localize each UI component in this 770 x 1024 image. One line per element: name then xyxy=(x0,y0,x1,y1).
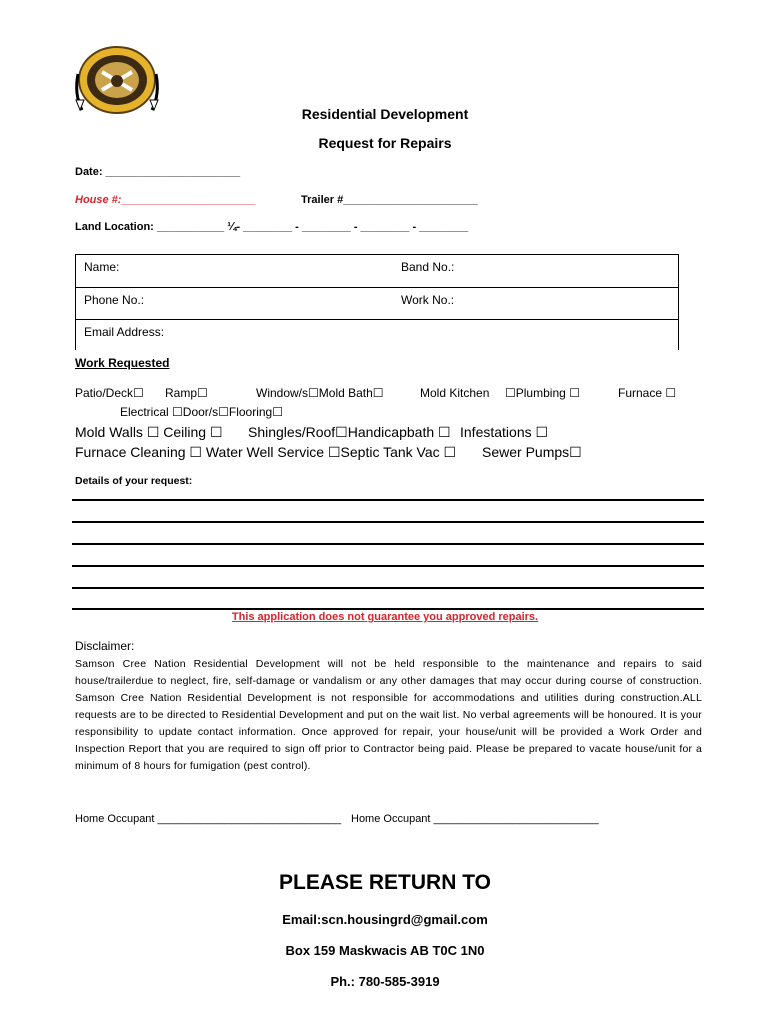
details-line[interactable] xyxy=(72,543,704,545)
details-line[interactable] xyxy=(72,499,704,501)
mold-kitchen-checkbox[interactable]: Mold Kitchen xyxy=(420,386,490,400)
shingles-handicapbath-checkbox[interactable]: Shingles/Roof☐Handicapbath ☐ xyxy=(248,424,451,440)
disclaimer-text: Samson Cree Nation Residential Development will not be held responsible to the maintenance and repairs to said house/trailerdue to neglect, fire, self-damage or vandalism or any other damages that may occur during course of construction. Samson Cree Nation Residential Development is not responsible for accommodations and utilities during construction.ALL requests are to be directed to Residential Development and put on the wait list. No verbal agreements will be honoured. It is your responsibility to update contact information. Once approved for repair, your house/unit will be provided a Work Order and Inspection Report that you are required to sign off prior to Contractor being paid. Please be prepared to vacate house/unit for a minimum of 8 hours for fumigation (pest control). xyxy=(75,658,702,772)
disclaimer-heading: Disclaimer: xyxy=(75,639,135,653)
trailer-number-field[interactable]: Trailer #______________________ xyxy=(301,194,478,206)
details-line[interactable] xyxy=(72,521,704,523)
please-return-heading: PLEASE RETURN TO xyxy=(279,871,491,894)
details-line[interactable] xyxy=(72,587,704,589)
mold-walls-ceiling-checkbox[interactable]: Mold Walls ☐ Ceiling ☐ xyxy=(75,424,223,440)
work-no-field[interactable]: Work No.: xyxy=(401,293,455,307)
furnace-checkbox[interactable]: Furnace ☐ xyxy=(618,386,677,400)
infestations-checkbox[interactable]: Infestations ☐ xyxy=(460,424,549,440)
details-line[interactable] xyxy=(72,608,704,610)
patio-deck-checkbox[interactable]: Patio/Deck☐ xyxy=(75,386,144,400)
details-line[interactable] xyxy=(72,565,704,567)
page-title: Residential Development xyxy=(301,106,469,122)
furnace-cleaning-well-septic-checkbox[interactable]: Furnace Cleaning ☐ Water Well Service ☐Septic Tank Vac ☐ xyxy=(75,444,457,460)
house-number-field[interactable]: House #:______________________ xyxy=(75,194,257,206)
date-field[interactable]: Date: ______________________ xyxy=(75,166,241,178)
return-phone: Ph.: 780-585-3919 xyxy=(330,974,440,989)
page-subtitle: Request for Repairs xyxy=(318,135,452,151)
contact-info-table xyxy=(75,254,679,350)
name-field[interactable]: Name: xyxy=(84,260,120,274)
no-guarantee-warning: This application does not guarantee you approved repairs. xyxy=(231,611,539,623)
table-row xyxy=(76,288,678,320)
ramp-checkbox[interactable]: Ramp☐ xyxy=(165,386,208,400)
band-no-field[interactable]: Band No.: xyxy=(401,260,455,274)
sewer-pumps-checkbox[interactable]: Sewer Pumps☐ xyxy=(482,444,582,460)
table-row xyxy=(76,320,678,351)
table-row xyxy=(76,255,678,288)
window-mold-bath-checkbox[interactable]: Window/s☐Mold Bath☐ xyxy=(256,386,384,400)
plumbing-checkbox[interactable]: ☐Plumbing ☐ xyxy=(505,386,580,400)
email-address-field[interactable]: Email Address: xyxy=(84,325,165,339)
home-occupant-signature-2[interactable]: Home Occupant ___________________________ xyxy=(351,813,599,825)
phone-no-field[interactable]: Phone No.: xyxy=(84,293,145,307)
electrical-door-flooring-checkbox[interactable]: Electrical ☐Door/s☐Flooring☐ xyxy=(120,405,283,419)
work-requested-heading: Work Requested xyxy=(75,356,170,370)
return-email: Email:scn.housingrd@gmail.com xyxy=(282,912,488,927)
home-occupant-signature-1[interactable]: Home Occupant ______________________________ xyxy=(75,813,342,825)
return-address: Box 159 Maskwacis AB T0C 1N0 xyxy=(285,943,485,958)
land-location-field[interactable]: Land Location: ___________ ¼- ________ - ________ - ________ - ________ xyxy=(75,221,469,233)
details-label: Details of your request: xyxy=(75,475,193,487)
